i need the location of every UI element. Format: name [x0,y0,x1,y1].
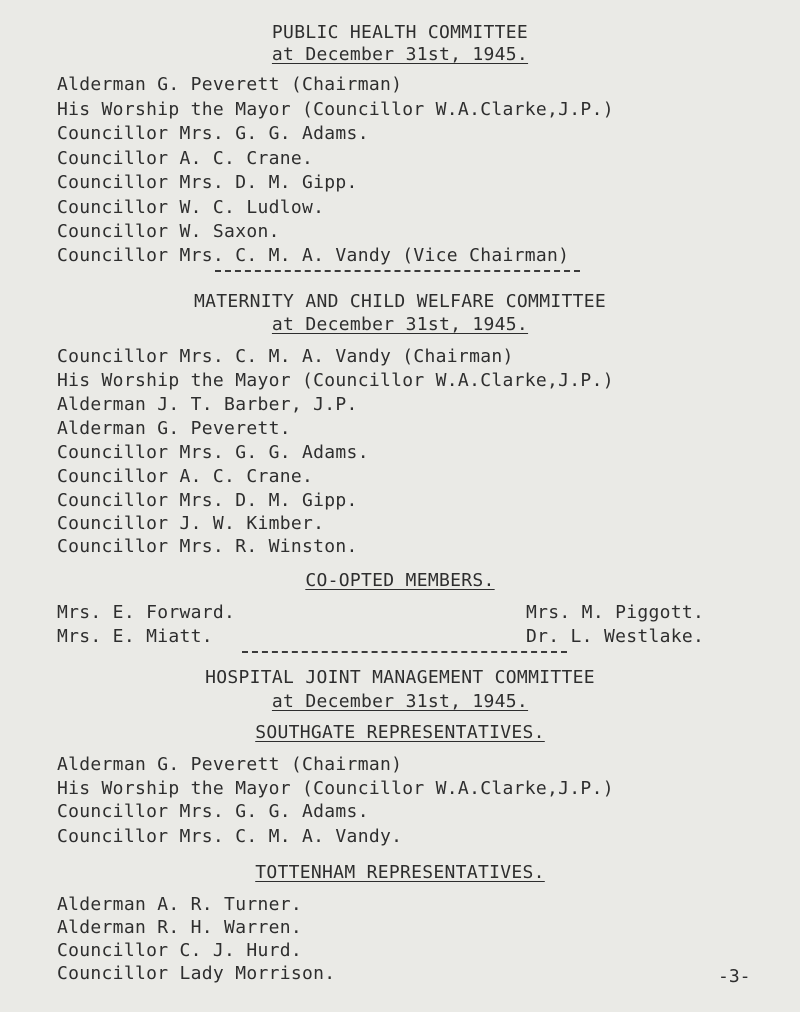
public-health-member: Councillor Mrs. D. M. Gipp. [57,172,358,193]
maternity-member: Councillor A. C. Crane. [57,466,314,487]
maternity-member: Councillor Mrs. C. M. A. Vandy (Chairman) [57,346,514,367]
hospital-heading: HOSPITAL JOINT MANAGEMENT COMMITTEE [205,667,595,688]
tottenham-member: Alderman A. R. Turner. [57,894,303,915]
section-divider [242,651,567,653]
public-health-member: Councillor Mrs. G. G. Adams. [57,123,369,144]
tottenham-member: Councillor Lady Morrison. [57,963,336,984]
public-health-member: Alderman G. Peverett (Chairman) [57,74,403,95]
tottenham-member: Alderman R. H. Warren. [57,917,303,938]
section-divider [215,270,580,272]
public-health-member: Councillor A. C. Crane. [57,148,314,169]
page-number: -3- [718,966,751,987]
maternity-member: Alderman J. T. Barber, J.P. [57,394,358,415]
public-health-member: His Worship the Mayor (Councillor W.A.Clarke,J.P.) [57,99,614,120]
public-health-member: Councillor W. Saxon. [57,221,280,242]
maternity-heading: MATERNITY AND CHILD WELFARE COMMITTEE [193,291,607,312]
maternity-member: Councillor Mrs. R. Winston. [57,536,358,557]
maternity-date: at December 31st, 1945. [271,314,529,335]
southgate-member: Councillor Mrs. C. M. A. Vandy. [57,826,403,847]
southgate-member: Councillor Mrs. G. G. Adams. [57,801,369,822]
tottenham-member: Councillor C. J. Hurd. [57,940,303,961]
southgate-member: Alderman G. Peverett (Chairman) [57,754,403,775]
public-health-heading: PUBLIC HEALTH COMMITTEE [271,22,529,43]
tottenham-heading: TOTTENHAM REPRESENTATIVES. [255,862,545,883]
hospital-date: at December 31st, 1945. [271,691,529,712]
maternity-member: Councillor J. W. Kimber. [57,513,325,534]
coopted-heading: CO-OPTED MEMBERS. [305,570,495,591]
southgate-member: His Worship the Mayor (Councillor W.A.Clarke,J.P.) [57,778,614,799]
coopted-member: Mrs. E. Miatt. [57,626,213,647]
public-health-member: Councillor W. C. Ludlow. [57,197,325,218]
maternity-member: His Worship the Mayor (Councillor W.A.Clarke,J.P.) [57,370,614,391]
public-health-date: at December 31st, 1945. [271,44,529,65]
southgate-heading: SOUTHGATE REPRESENTATIVES. [255,722,545,743]
maternity-member: Alderman G. Peverett. [57,418,291,439]
coopted-member: Mrs. M. Piggott. [526,602,705,623]
maternity-member: Councillor Mrs. G. G. Adams. [57,442,369,463]
coopted-member: Dr. L. Westlake. [526,626,705,647]
public-health-member: Councillor Mrs. C. M. A. Vandy (Vice Chairman) [57,245,570,266]
maternity-member: Councillor Mrs. D. M. Gipp. [57,490,358,511]
coopted-member: Mrs. E. Forward. [57,602,236,623]
